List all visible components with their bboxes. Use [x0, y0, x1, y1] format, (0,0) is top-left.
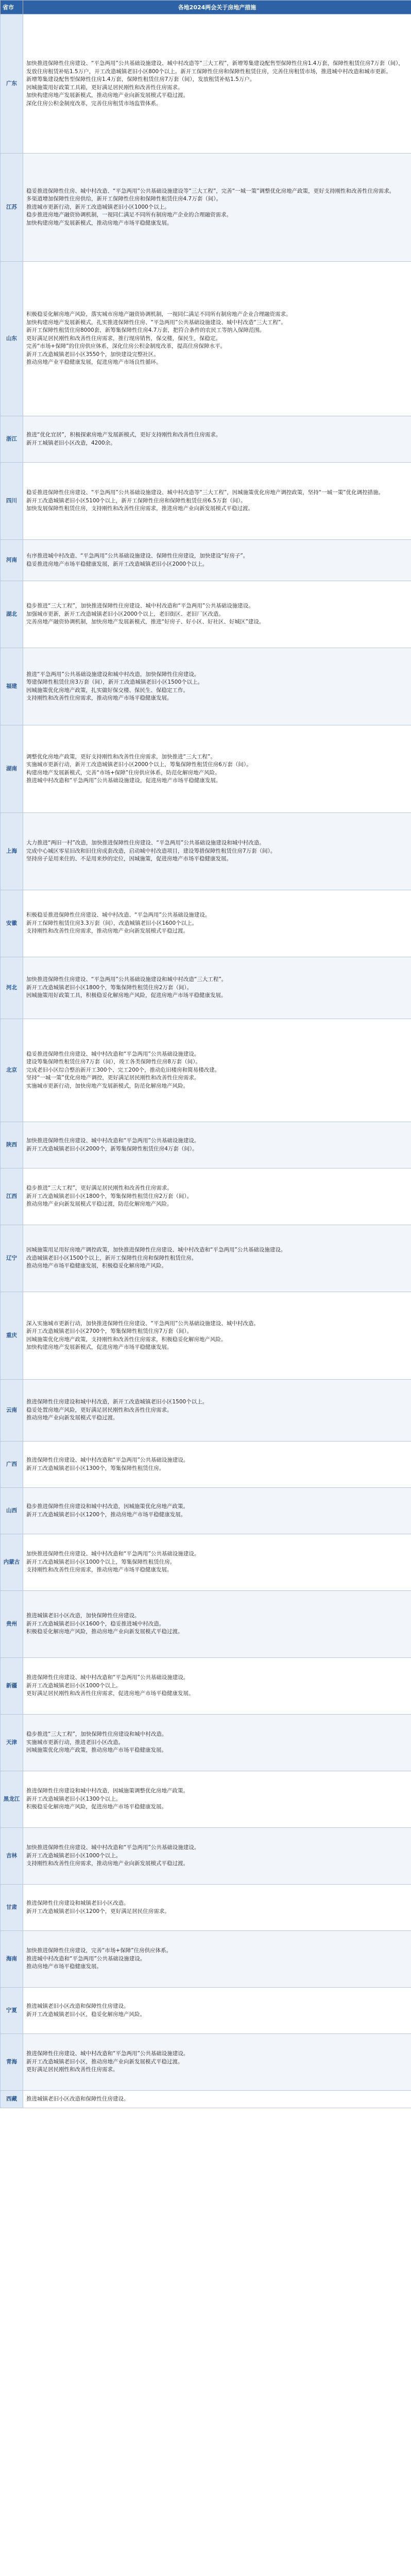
measures-cell: [23, 1988, 411, 2034]
measure-text: 实施城市更新行动，加快房地产发展新模式，防范化解房地产风险。: [26, 1082, 189, 1089]
table-row: [1, 1488, 411, 1534]
measure-text: 新开工改造城镇老旧小区5100个以上，新开工保障性住房和保障性租赁住房6.5万套（间）。: [26, 497, 246, 504]
province-cell: 黑龙江: [1, 1771, 23, 1828]
measure-text: 加快构建房地产发展新模式，推动房地产业向新发展模式平稳过渡。: [26, 92, 189, 98]
measure-text: 支持刚性和改善性住房需求，推动房地产业向新发展模式平稳过渡。: [26, 1860, 189, 1867]
measure-text: 加强城市更新，新开工改造城镇老旧小区2000个以上，老旧街区、老旧厂区改造。: [26, 611, 224, 617]
table-row: [1, 1380, 411, 1442]
measures-cell: [23, 1591, 411, 1658]
measures-cell: [23, 725, 411, 813]
measure-text: 调整优化房地产政策，更好支持刚性和改善性住房需求，加快推进“三大工程”。: [26, 753, 216, 760]
table-row: [1, 1591, 411, 1658]
measures-cell: [23, 1931, 411, 1988]
measure-text: 加快构建房地产发展新模式，扎实推进保障性住房、“平急两用”公共基础设施建设、城中村改造“三大工程”。: [26, 319, 286, 326]
measures-cell: [23, 2091, 411, 2108]
measure-text: 新增筹集建设配售型保障性住房1.4万套，保障性租赁住房7万套（间），发放租赁补贴1.5万户。: [26, 76, 255, 82]
measure-text: 稳妥推进保障性住房、城中村改造、“平急两用”公共基础设施建设等“三大工程”，完善“一城一策”调整优化房地产政策，更好支持刚性和改善性住房需求。: [26, 188, 395, 194]
province-cell: 吉林: [1, 1828, 23, 1885]
table-row: [1, 1988, 411, 2034]
measures-cell: [23, 813, 411, 890]
measure-text: 支持刚性和改善性住房需求，推动房地产业向新发展模式平稳过渡。: [26, 928, 189, 935]
measure-text: 坚持房子是用来住的、不是用来炒的定位，因城施策，促进房地产市场平稳健康发展。: [26, 856, 232, 862]
measures-cell: [23, 957, 411, 1019]
measures-cell: [23, 1715, 411, 1771]
measure-text: 因城施策用好政策工具箱，更好满足居民刚性和改善性住房需求。: [26, 84, 183, 91]
measure-text: 推进城市更新行动，新开工改造城镇老旧小区1000个以上。: [26, 204, 170, 210]
measure-text: 加快推进保障性住房建设、城中村改造和“平急两用”公共基础设施建设。: [26, 1844, 200, 1851]
table-row: [1, 648, 411, 725]
measure-text: 推动房地产市场平稳健康发展，积极稳妥化解房地产风险。: [26, 1263, 167, 1269]
measure-text: 更好满足居民刚性和改善性住房需求，促进房地产市场平稳健康发展。: [26, 1690, 194, 1697]
measure-text: 新开工改造城镇老旧小区1300个，筹集保障性租赁住房。: [26, 1465, 165, 1471]
province-cell: 山西: [1, 1488, 23, 1534]
measures-cell: [23, 1828, 411, 1885]
measure-text: 加快构建房地产发展新模式，促进房地产市场平稳健康发展。: [26, 1344, 173, 1350]
measure-text: 更好满足居民刚性和改善性住房需求。: [26, 2066, 118, 2073]
measure-text: 完成中心城区零星旧改和旧住房成套改造，启动城中村改造项目，建设筹措保障性租赁住房7万套（间）。: [26, 848, 276, 854]
measure-text: 新开工改造城镇老旧小区，推动房地产业向新发展模式平稳过渡。: [26, 2058, 183, 2065]
measure-text: 积极稳妥化解房地产风险，促进房地产市场平稳健康发展。: [26, 1804, 167, 1810]
measure-text: 完善房地产融资协调机制，加快房地产发展新模式，推进“好房子、好小区、好社区、好城区”建设。: [26, 619, 265, 625]
measures-cell: [23, 1380, 411, 1442]
measures-cell: [23, 14, 411, 154]
measure-text: 新开工改造城镇老旧小区，稳妥化解房地产风险。: [26, 2011, 145, 2018]
measure-text: 新开工改造城镇老旧小区1300个以上。: [26, 1795, 122, 1802]
measures-cell: [23, 1019, 411, 1122]
measures-cell: [23, 154, 411, 262]
measures-cell: [23, 2034, 411, 2091]
table-row: [1, 1168, 411, 1225]
table-title: 各地2024两会关于房地产措施: [23, 1, 411, 14]
column-header-province: 省市: [1, 1, 23, 14]
table-row: [1, 1828, 411, 1885]
measures-cell: [23, 1442, 411, 1488]
province-cell: 甘肃: [1, 1885, 23, 1931]
measures-cell: [23, 1534, 411, 1591]
measure-text: 推进保障性住房建设、城中村改造和“平急两用”公共基础设施建设。: [26, 1457, 189, 1463]
measures-cell: [23, 1658, 411, 1715]
measure-text: 深入实施城市更新行动，加快推进保障性住房建设、“平急两用”公共基础设施建设、城中村改造。: [26, 1320, 259, 1327]
measure-text: 推进“平急两用”公共基础设施建设和城中村改造，加快保障性住房建设。: [26, 671, 200, 677]
province-cell: 四川: [1, 463, 23, 540]
measure-text: 深化住房公积金制度改革，完善住房租赁市场监管体系。: [26, 100, 162, 107]
table-body: [1, 14, 411, 2108]
measures-cell: [23, 1225, 411, 1292]
table-row: [1, 1771, 411, 1828]
province-cell: 陕西: [1, 1122, 23, 1168]
table-row: [1, 14, 411, 154]
measure-text: 推进保障性住房建设、城中村改造和“平急两用”公共基础设施建设。: [26, 2050, 189, 2057]
measure-text: 多渠道增加保障性住房供给，新开工保障性住房和保障性租赁住房4.7万套（间）。: [26, 196, 221, 202]
measure-text: 完善“市场+保障”的住房供应体系，深化住房公积金制度改革，提高住房保障水平。: [26, 343, 226, 350]
province-cell: 辽宁: [1, 1225, 23, 1292]
measures-cell: [23, 540, 411, 581]
measure-text: 因城施策用足用好房地产调控政策，加快推进保障性住房建设、城中村改造和“平急两用”公共基础设施建设。: [26, 1247, 286, 1253]
measure-text: 坚持“一城一策”优化房地产调控，更好满足居民刚性和改善性住房需求。: [26, 1075, 200, 1081]
measure-text: 实施城市更新行动，推进老旧小区改造。: [26, 1739, 124, 1745]
province-cell: 海南: [1, 1931, 23, 1988]
table-row: [1, 1122, 411, 1168]
measure-text: 稳妥推进保障性住房建设、“平急两用”公共基础设施建设、城中村改造等“三大工程”，因城施策优化房地产调控政策，坚持“一城一策”优化调控措施。: [26, 489, 384, 496]
measure-text: 推进城中村改造和“平急两用”公共基础设施建设，促进房地产市场平稳健康发展。: [26, 777, 221, 784]
measure-text: 新开工改造城镇老旧小区1600个，稳妥推进城中村改造。: [26, 1620, 165, 1627]
measure-text: 稳步推进“三大工程”，加快推进保障性住房建设、城中村改造和“平急两用”公共基础设施建设。: [26, 603, 254, 609]
measure-text: 有序推进城中村改造、“平急两用”公共基础设施建设、保障性住房建设，加快建设“好房子”。: [26, 553, 249, 559]
measure-text: 加快构建房地产发展新模式，推动房地产市场平稳健康发展。: [26, 219, 173, 226]
table-row: [1, 262, 411, 416]
measure-text: 新开工保障性租赁住房3.3万套（间），改造城镇老旧小区1600个以上。: [26, 920, 198, 926]
measure-text: 筹建保障性租赁住房3万套（间），新开工改造城镇老旧小区1500个以上。: [26, 679, 203, 685]
measure-text: 新开工改造城镇老旧小区1800个，筹集保障性租赁住房2万套（间）。: [26, 984, 193, 991]
measure-text: 因城施策优化房地产政策，支持刚性和改善性住房需求，积极稳妥化解房地产风险。: [26, 1336, 227, 1343]
province-cell: 内蒙古: [1, 1534, 23, 1591]
measures-cell: [23, 1168, 411, 1225]
measures-cell: [23, 463, 411, 540]
measure-text: 加快推进保障性住房建设、城中村改造和“平急两用”公共基础设施建设。: [26, 1551, 200, 1557]
measure-text: 完成老旧小区综合整治新开工300个、完工200个，推动危旧楼房和简易楼改建。: [26, 1066, 220, 1073]
table-row: [1, 890, 411, 957]
measure-text: 推动房地产业平稳健康发展，促进房地产市场良性循环。: [26, 359, 162, 366]
table-row: [1, 1715, 411, 1771]
measure-text: 稳步推进“三大工程”，加快保障性住房建设和城中村改造。: [26, 1731, 167, 1738]
province-cell: 宁夏: [1, 1988, 23, 2034]
measures-cell: [23, 416, 411, 463]
measure-text: 积极稳妥化解房地产风险，推动房地产业向新发展模式平稳过渡。: [26, 1629, 183, 1635]
province-cell: 贵州: [1, 1591, 23, 1658]
table-row: [1, 1885, 411, 1931]
measure-text: 推动房地产业向新发展模式平稳过渡。: [26, 1415, 118, 1421]
measure-text: 支持刚性和改善性住房需求，推动房地产市场平稳健康发展。: [26, 1567, 173, 1573]
measures-cell: [23, 1885, 411, 1931]
measure-text: 加快推进保障性住房建设、“平急两用”公共基础设施建设、城中村改造等“三大工程”，新增筹集建设配售型保障性住房1.4万套，保障性租赁住房7万套（间），发放住房租赁补贴1.5万户，开工改造城镇老旧小区800个以上。新开工保障性住房和保障性租赁住房，完善住房租赁市场，推进城中村改造和城市更新。: [26, 60, 404, 75]
table-row: [1, 540, 411, 581]
table-row: [1, 813, 411, 890]
measure-text: 积极稳妥推进保障性住房建设、城中村改造、“平急两用”公共基础设施建设。: [26, 912, 211, 919]
table-row: [1, 1931, 411, 1988]
measure-text: 稳妥推进房地产市场平稳健康发展，新开工改造城镇老旧小区2000个以上。: [26, 561, 208, 567]
table-header-row: [1, 1, 411, 14]
province-cell: 上海: [1, 813, 23, 890]
province-cell: 山东: [1, 262, 23, 416]
measure-text: 因城施策用好政策工具，积极稳妥化解房地产风险，促进房地产市场平稳健康发展。: [26, 992, 227, 999]
measure-text: 加快发展保障性租赁住房，支持刚性和改善性住房需求，推进房地产业向新发展模式平稳过渡。: [26, 505, 253, 512]
measure-text: 推进城中村改造和“平急两用”公共基础设施建设。: [26, 1955, 146, 1962]
measure-text: 新开工改造城镇老旧小区1000个以上，筹集保障性租赁住房。: [26, 1558, 176, 1565]
measure-text: 推进城镇老旧小区改造和保障性住房建设。: [26, 2095, 129, 2102]
measure-text: 新开工保障性租赁住房8000套，新筹集保障性住房4.7万套，把符合条件的农民工等纳入保障范围。: [26, 327, 265, 334]
table-row: [1, 1442, 411, 1488]
province-cell: 广西: [1, 1442, 23, 1488]
province-cell: 安徽: [1, 890, 23, 957]
province-cell: 江西: [1, 1168, 23, 1225]
measure-text: 推进保障性住房建设、城中村改造和“平急两用”公共基础设施建设。: [26, 1674, 189, 1681]
measure-text: 推动房地产市场平稳健康发展。: [26, 1963, 102, 1970]
measure-text: 新开工改造城镇老旧小区1000个以上。: [26, 1852, 122, 1859]
province-cell: 重庆: [1, 1292, 23, 1380]
measure-text: 稳妥推进保障性住房建设、城中村改造和“平急两用”公共基础设施建设。: [26, 1050, 200, 1057]
province-cell: 浙江: [1, 416, 23, 463]
measure-text: 更好满足居民刚性和改善性住房需求，推行现房销售，保交楼，保民生，保稳定。: [26, 335, 221, 342]
measure-text: 新开工城镇老旧小区改造，4200余。: [26, 439, 116, 446]
table-row: [1, 463, 411, 540]
measure-text: 支持刚性和改善性住房需求，推动房地产市场平稳健康发展。: [26, 695, 173, 701]
measures-cell: [23, 1292, 411, 1380]
province-cell: 河北: [1, 957, 23, 1019]
measure-text: 稳步推进房地产融资协调机制，一视同仁满足不同所有制房地产企业的合理融资需求。: [26, 212, 232, 218]
measure-text: 积极稳妥化解房地产风险，落实城市房地产融资协调机制，一视同仁满足不同所有制房地产企业合理融资需求。: [26, 311, 292, 318]
table-row: [1, 1534, 411, 1591]
table-row: [1, 1658, 411, 1715]
table-row: [1, 2091, 411, 2108]
measures-cell: [23, 1771, 411, 1828]
table-row: [1, 1225, 411, 1292]
measures-cell: [23, 648, 411, 725]
measure-text: 稳步推进“三大工程”，更好满足居民刚性和改善性住房需求。: [26, 1185, 173, 1192]
measures-cell: [23, 1488, 411, 1534]
province-cell: 广东: [1, 14, 23, 154]
province-cell: 天津: [1, 1715, 23, 1771]
measure-text: 推进保障性住房建设和城镇老旧小区改造。: [26, 1900, 129, 1906]
measure-text: 因城施策优化房地产政策，推动房地产市场平稳健康发展。: [26, 1747, 167, 1754]
province-cell: 云南: [1, 1380, 23, 1442]
measures-cell: [23, 890, 411, 957]
table-row: [1, 2034, 411, 2091]
province-cell: 江苏: [1, 154, 23, 262]
table-row: [1, 581, 411, 648]
measure-text: 改造城镇老旧小区1500个以上，新开工保障性住房和保障性租赁住房。: [26, 1255, 197, 1261]
measure-text: 加快推进保障性住房建设、“平急两用”公共基础设施建设和城中村改造“三大工程”。: [26, 976, 227, 983]
measure-text: 新开工改造城镇老旧小区1200个，推动房地产市场平稳健康发展。: [26, 1511, 186, 1518]
measure-text: 新开工改造城镇老旧小区2700个，筹集保障性租赁住房7万套（间）。: [26, 1328, 193, 1334]
measures-cell: [23, 1122, 411, 1168]
province-cell: 福建: [1, 648, 23, 725]
table-row: [1, 957, 411, 1019]
measure-text: 推进“优化宜居”，积极探索房地产发展新模式，更好支持刚性和改善性住房需求。: [26, 432, 221, 438]
measure-text: 加快推进保障性住房建设，完善“市场+保障”住房供应体系。: [26, 1947, 172, 1954]
table-row: [1, 154, 411, 262]
measure-text: 推进保障性住房建设和城中村改造，因城施策调整优化房地产政策。: [26, 1788, 189, 1794]
measure-text: 实施城市更新行动，新开工改造城镇老旧小区2000个以上，筹集保障性租赁住房6万套（间）。: [26, 761, 252, 768]
province-cell: 湖北: [1, 581, 23, 648]
measure-text: 稳步推进保障性住房建设和城中村改造，因城施策优化房地产政策。: [26, 1503, 189, 1510]
measure-text: 新开工改造城镇老旧小区1200个，更好满足居民住房需求。: [26, 1908, 170, 1914]
table-row: [1, 416, 411, 463]
measure-text: 稳妥处置房地产风险，更好满足居民刚性和改善性住房需求。: [26, 1406, 173, 1413]
measure-text: 新开工改造城镇老旧小区1800个，筹集保障性租赁住房2万套（间）。: [26, 1193, 193, 1199]
measure-text: 推进保障性住房建设和城中村改造，新开工改造城镇老旧小区1500个以上。: [26, 1399, 208, 1405]
measures-cell: [23, 581, 411, 648]
province-cell: 河南: [1, 540, 23, 581]
table-row: [1, 1292, 411, 1380]
measure-text: 新开工改造城镇老旧小区2000个，新筹集保障性租赁住房4万套（间）。: [26, 1145, 198, 1152]
measures-cell: [23, 262, 411, 416]
table-row: [1, 725, 411, 813]
province-cell: 西藏: [1, 2091, 23, 2108]
measure-text: 新开工改造城镇老旧小区3550个，加快建设完整社区。: [26, 351, 159, 358]
measure-text: 推进城镇老旧小区改造和保障性住房建设。: [26, 2003, 129, 2009]
measure-text: 因城施策优化房地产政策，扎实做好保交楼、保民生、保稳定工作。: [26, 687, 189, 693]
measure-text: 建设筹集保障性租赁住房7万套（间），竣工各类保障性住房8万套（间）。: [26, 1059, 201, 1065]
measure-text: 推进城镇老旧小区改造，加快保障性住房建设。: [26, 1613, 140, 1619]
province-cell: 新疆: [1, 1658, 23, 1715]
measure-text: 新开工改造城镇老旧小区1000个以上。: [26, 1682, 122, 1689]
measure-text: 构建房地产发展新模式，完善“市场+保障”住房供应体系，防范化解房地产风险。: [26, 769, 220, 776]
province-cell: 青海: [1, 2034, 23, 2091]
table-row: [1, 1019, 411, 1122]
province-cell: 北京: [1, 1019, 23, 1122]
measure-text: 大力推进“两旧一村”改造，加快推进保障性住房建设、“平急两用”公共基础设施建设和城中村改造。: [26, 840, 265, 846]
measure-text: 推动房地产业向新发展模式平稳过渡，防范化解房地产风险。: [26, 1201, 173, 1208]
province-cell: 湖南: [1, 725, 23, 813]
measure-text: 加快推进保障性住房建设、城中村改造和“平急两用”公共基础设施建设。: [26, 1138, 200, 1144]
